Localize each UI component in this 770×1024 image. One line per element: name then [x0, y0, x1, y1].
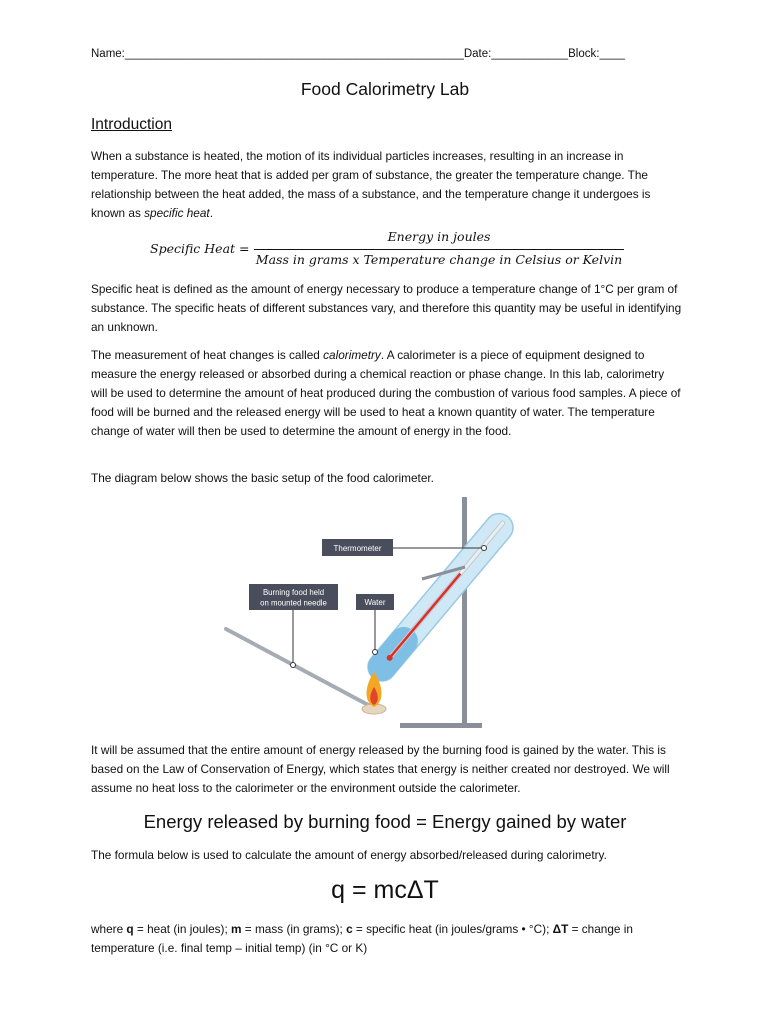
food-leader-dot: [291, 663, 296, 668]
block-label: Block:: [568, 48, 600, 60]
food-label-line1: Burning food held: [262, 588, 325, 597]
block-blank[interactable]: ____: [599, 48, 626, 60]
where-text: where: [91, 922, 127, 936]
header-line: [91, 48, 691, 60]
paragraph-intro-text: When a substance is heated, the motion of its individual particles increases, resulting in an increase in temperature. The more heat that is added per gram of substance, the greater the temperature change. The relationship between the heat added, the mass of a substance, and the temperature change it undergoes is known as: [91, 149, 651, 220]
calorimetry-term: calorimetry: [323, 348, 381, 362]
paragraph-calorimetry-rest: . A calorimeter is a piece of equipment designed to measure the energy released or absorbed during a chemical reaction or phase change. In this lab, calorimetry will be used to determine the amount of heat produced during the combustion of various food samples. A piece of food will be burned and the released energy will be used to heat a known quantity of water. The temperature change of water will then be used to determine the amount of energy in the food.: [91, 348, 681, 438]
var-dt-def: = change in temperature (i.e. final temp – initial temp) (in °C or K): [91, 922, 633, 955]
variable-definitions: [91, 920, 683, 958]
name-label: Name:: [91, 48, 125, 60]
var-m-def: = mass (in grams);: [241, 922, 347, 936]
water-label: Water: [364, 598, 386, 607]
formula-numerator: Energy in joules: [387, 229, 491, 244]
mounted-needle: [226, 629, 372, 707]
var-q-def: = heat (in joules);: [133, 922, 232, 936]
specific-heat-formula: [150, 229, 630, 273]
var-dt: ΔT: [552, 922, 569, 936]
energy-equation: Energy released by burning food = Energy gained by water: [143, 811, 627, 832]
paragraph-intro-end: .: [209, 205, 213, 220]
date-blank[interactable]: ____________: [491, 48, 569, 60]
name-blank[interactable]: _____________________________________________________: [124, 48, 464, 60]
paragraph-intro: [91, 147, 683, 223]
paragraph-calorimetry: [91, 346, 683, 441]
date-label: Date:: [463, 48, 492, 60]
var-q: q: [126, 922, 134, 936]
specific-heat-term: specific heat: [144, 205, 210, 220]
formula-lhs: Specific Heat =: [150, 241, 250, 256]
paragraph-conservation: It will be assumed that the entire amount of energy released by the burning food is gained by the water. This is based on the Law of Conservation of Energy, which states that energy is neither created nor destroyed. We will assume no heat loss to the calorimeter or the environment outside the calorimeter.: [91, 743, 670, 795]
q-equation: q = mcΔT: [331, 876, 439, 904]
food-label-line2: on mounted needle: [260, 598, 327, 608]
thermometer-label: Thermometer: [333, 544, 382, 553]
var-m: m: [231, 922, 242, 936]
var-c-def: = specific heat (in joules/grams • °C);: [352, 922, 553, 936]
var-c: c: [346, 922, 353, 936]
stand-base: [400, 723, 482, 728]
thermometer-leader-dot: [482, 546, 487, 551]
introduction-heading: Introduction: [91, 116, 172, 133]
paragraph-specific-heat: Specific heat is defined as the amount of energy necessary to produce a temperature change of 1°C per gram of substance. The specific heats of different substances vary, and therefore this quantity may be useful in identifying an unknown.: [91, 282, 682, 334]
water-leader-dot: [373, 650, 378, 655]
paragraph-calorimetry-start: The measurement of heat changes is called: [91, 348, 324, 362]
page-title: Food Calorimetry Lab: [300, 79, 470, 99]
stand-rod: [462, 497, 467, 725]
paragraph-formula-intro: The formula below is used to calculate the amount of energy absorbed/released during calorimetry.: [91, 848, 607, 862]
thermometer-mercury: [389, 573, 462, 659]
paragraph-diagram-intro: The diagram below shows the basic setup of the food calorimeter.: [91, 471, 434, 485]
calorimeter-diagram: [222, 497, 552, 732]
fraction-bar: [254, 249, 624, 250]
formula-denominator: Mass in grams x Temperature change in Celsius or Kelvin: [255, 252, 623, 267]
